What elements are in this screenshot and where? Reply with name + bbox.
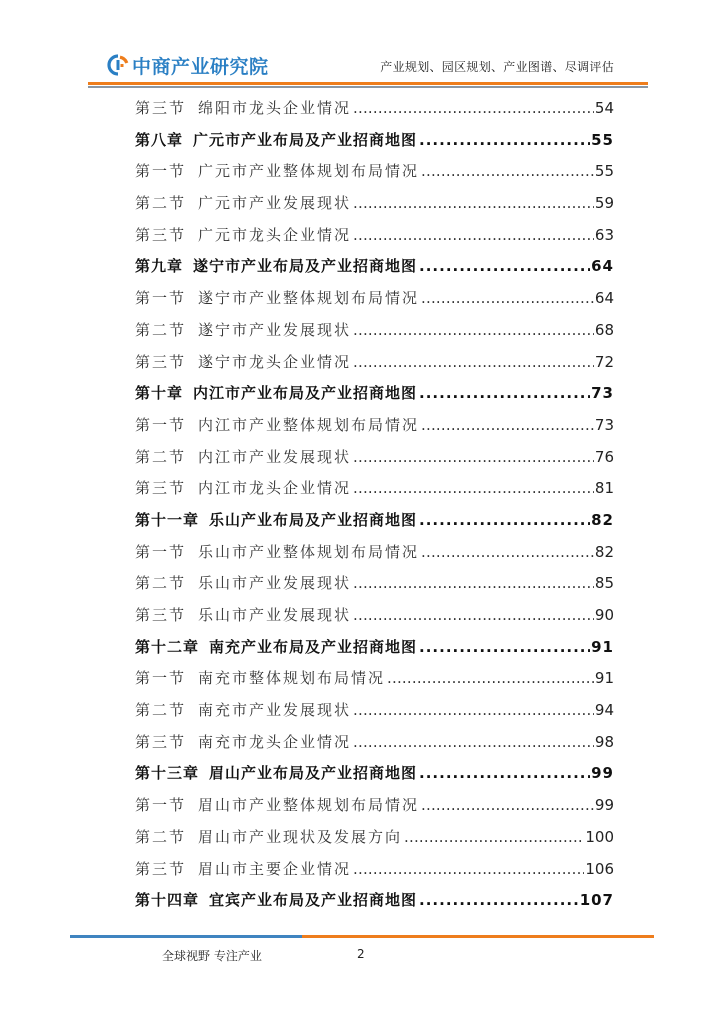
toc-entry-title: 眉山市主要企业情况: [198, 859, 352, 878]
toc-entry-number: 第三节: [135, 859, 187, 878]
toc-entry-label: [135, 93, 353, 125]
toc-dot-leader: [353, 473, 594, 505]
toc-entry-label: [135, 822, 404, 854]
toc-page-number: 91: [594, 669, 614, 688]
toc-entry-number: 第一节: [135, 415, 187, 434]
toc-entry-label: [135, 188, 353, 220]
toc-entry-title: 眉山市产业整体规划布局情况: [198, 796, 420, 815]
toc-entry-title: 南充市龙头企业情况: [198, 732, 352, 751]
toc-entry-number: 第十三章: [135, 764, 200, 783]
footer-rule-orange: [302, 935, 654, 938]
toc-entry-label: [135, 442, 353, 474]
toc-entry-number: 第九章: [135, 257, 184, 276]
toc-page-number: 107: [579, 891, 614, 910]
toc-page-number: 82: [594, 542, 614, 561]
toc-entry-number: 第三节: [135, 732, 187, 751]
toc-section-entry[interactable]: [135, 727, 614, 759]
toc-entry-title: 广元市产业布局及产业招商地图: [193, 130, 418, 149]
toc-entry-label: [135, 347, 353, 379]
toc-section-entry[interactable]: [135, 822, 614, 854]
toc-entry-label: [135, 663, 387, 695]
toc-entry-label: [135, 854, 353, 886]
logo-mark-icon: [107, 54, 129, 76]
toc-page-number: 90: [594, 606, 614, 624]
toc-entry-number: 第二节: [135, 447, 187, 466]
toc-page-number: 72: [594, 352, 614, 371]
toc-section-entry[interactable]: [135, 854, 614, 886]
toc-dot-leader: [419, 885, 579, 917]
toc-entry-number: 第三节: [135, 606, 187, 624]
toc-entry-label: [135, 695, 353, 727]
toc-section-entry[interactable]: [135, 790, 614, 822]
toc-entry-number: 第一节: [135, 289, 187, 308]
toc-entry-title: 遂宁市龙头企业情况: [198, 352, 352, 371]
toc-section-entry[interactable]: [135, 156, 614, 188]
toc-chapter-entry[interactable]: [135, 632, 614, 664]
toc-entry-title: 乐山市产业发展现状: [198, 574, 352, 593]
toc-entry-label: [135, 156, 421, 188]
toc-page-number: 106: [585, 859, 614, 878]
logo-text: 中商产业研究院: [132, 55, 269, 78]
toc-dot-leader: [353, 93, 594, 125]
toc-entry-title: 遂宁市产业布局及产业招商地图: [193, 257, 418, 276]
toc-entry-number: 第八章: [135, 130, 184, 149]
toc-entry-title: 内江市产业布局及产业招商地图: [193, 384, 418, 403]
toc-section-entry[interactable]: [135, 410, 614, 442]
toc-section-entry[interactable]: [135, 600, 614, 632]
toc-entry-title: 乐山市产业发展现状: [198, 606, 352, 624]
toc-entry-title: 内江市龙头企业情况: [198, 479, 352, 498]
toc-page-number: 55: [591, 130, 614, 149]
toc-dot-leader: [387, 663, 594, 695]
toc-entry-number: 第二节: [135, 194, 187, 213]
toc-entry-number: 第一节: [135, 162, 187, 181]
page-header: [0, 0, 724, 90]
toc-entry-number: 第十章: [135, 384, 184, 403]
toc-dot-leader: [353, 442, 594, 474]
toc-dot-leader: [419, 505, 590, 537]
toc-dot-leader: [419, 251, 590, 283]
toc-entry-title: 眉山市产业现状及发展方向: [198, 827, 403, 846]
toc-page-number: 64: [594, 289, 614, 308]
toc-chapter-entry[interactable]: [135, 251, 614, 283]
toc-dot-leader: [421, 410, 594, 442]
toc-entry-title: 绵阳市龙头企业情况: [198, 99, 352, 117]
toc-dot-leader: [404, 822, 584, 854]
toc-entry-number: 第一节: [135, 542, 187, 561]
toc-page-number: 54: [594, 99, 614, 117]
toc-entry-label: [135, 505, 419, 537]
toc-section-entry[interactable]: [135, 695, 614, 727]
toc-section-entry[interactable]: [135, 347, 614, 379]
toc-dot-leader: [353, 188, 594, 220]
toc-page-number: 81: [594, 479, 614, 498]
toc-page-number: 85: [594, 574, 614, 593]
toc-entry-number: 第三节: [135, 99, 187, 117]
toc-entry-number: 第十四章: [135, 891, 200, 910]
toc-dot-leader: [421, 537, 594, 569]
toc-section-entry[interactable]: [135, 188, 614, 220]
toc-dot-leader: [353, 695, 594, 727]
toc-entry-title: 广元市龙头企业情况: [198, 225, 352, 244]
toc-entry-label: [135, 790, 421, 822]
toc-entry-number: 第三节: [135, 479, 187, 498]
toc-entry-label: [135, 315, 353, 347]
toc-section-entry[interactable]: [135, 568, 614, 600]
toc-entry-title: 广元市产业整体规划布局情况: [198, 162, 420, 181]
toc-entry-title: 遂宁市产业整体规划布局情况: [198, 289, 420, 308]
toc-entry-label: [135, 537, 421, 569]
toc-entry-label: [135, 885, 419, 917]
toc-entry-number: 第十一章: [135, 510, 200, 529]
toc-dot-leader: [353, 347, 594, 379]
toc-entry-label: [135, 283, 421, 315]
toc-page-number: 73: [591, 384, 614, 403]
toc-page-number: 82: [591, 510, 614, 529]
toc-dot-leader: [419, 758, 590, 790]
toc-entry-number: 第三节: [135, 225, 187, 244]
toc-entry-label: [135, 473, 353, 505]
toc-entry-label: [135, 632, 419, 664]
toc-entry-label: [135, 410, 421, 442]
toc-entry-label: [135, 378, 419, 410]
toc-entry-title: 乐山产业布局及产业招商地图: [209, 510, 418, 529]
toc-entry-title: 遂宁市产业发展现状: [198, 320, 352, 339]
toc-section-entry[interactable]: [135, 93, 614, 125]
toc-dot-leader: [353, 568, 594, 600]
toc-entry-label: [135, 758, 419, 790]
toc-chapter-entry[interactable]: [135, 505, 614, 537]
toc-dot-leader: [353, 727, 594, 759]
toc-entry-title: 内江市产业发展现状: [198, 447, 352, 466]
toc-section-entry[interactable]: [135, 537, 614, 569]
toc-entry-number: 第二节: [135, 827, 187, 846]
toc-page-number: 63: [594, 225, 614, 244]
toc-dot-leader: [419, 125, 590, 157]
toc-page-number: 91: [591, 637, 614, 656]
toc-chapter-entry[interactable]: [135, 885, 614, 917]
footer-page-number: 2: [357, 947, 365, 961]
toc-section-entry[interactable]: [135, 315, 614, 347]
toc-page-number: 68: [594, 320, 614, 339]
toc-entry-title: 宜宾产业布局及产业招商地图: [209, 891, 418, 910]
toc-entry-number: 第二节: [135, 701, 187, 720]
toc-entry-title: 南充产业布局及产业招商地图: [209, 637, 418, 656]
toc-entry-number: 第一节: [135, 669, 187, 688]
toc-entry-label: [135, 568, 353, 600]
toc-dot-leader: [353, 854, 584, 886]
toc-page-number: 99: [594, 796, 614, 815]
toc-dot-leader: [353, 220, 594, 252]
toc-section-entry[interactable]: [135, 283, 614, 315]
toc-entry-number: 第二节: [135, 320, 187, 339]
toc-page-number: 64: [591, 257, 614, 276]
footer-rule-blue: [70, 935, 302, 938]
toc-entry-label: [135, 125, 419, 157]
toc-dot-leader: [421, 156, 594, 188]
toc-entry-title: 南充市产业发展现状: [198, 701, 352, 720]
toc-section-entry[interactable]: [135, 663, 614, 695]
toc-entry-label: [135, 727, 353, 759]
toc-page-number: 100: [585, 827, 614, 846]
company-logo: [107, 52, 269, 78]
toc-page-number: 55: [594, 162, 614, 181]
toc-section-entry[interactable]: [135, 442, 614, 474]
header-rule-orange: [88, 82, 648, 85]
toc-chapter-entry[interactable]: [135, 378, 614, 410]
table-of-contents: [135, 93, 614, 917]
toc-dot-leader: [419, 632, 590, 664]
toc-page-number: 76: [594, 447, 614, 466]
toc-entry-number: 第二节: [135, 574, 187, 593]
toc-entry-label: [135, 251, 419, 283]
toc-page-number: 73: [594, 415, 614, 434]
footer-slogan: 全球视野 专注产业: [162, 949, 262, 963]
toc-page-number: 98: [594, 732, 614, 751]
toc-entry-label: [135, 220, 353, 252]
toc-entry-title: 内江市产业整体规划布局情况: [198, 415, 420, 434]
toc-entry-title: 南充市整体规划布局情况: [198, 669, 386, 688]
toc-entry-title: 广元市产业发展现状: [198, 194, 352, 213]
toc-entry-title: 乐山市产业整体规划布局情况: [198, 542, 420, 561]
toc-entry-label: [135, 600, 353, 632]
toc-entry-number: 第十二章: [135, 637, 200, 656]
header-tagline: 产业规划、园区规划、产业图谱、尽调评估: [380, 60, 614, 74]
toc-section-entry[interactable]: [135, 220, 614, 252]
toc-dot-leader: [421, 790, 594, 822]
toc-entry-number: 第一节: [135, 796, 187, 815]
toc-section-entry[interactable]: [135, 473, 614, 505]
toc-page-number: 59: [594, 194, 614, 213]
header-rule-gray: [88, 86, 648, 88]
toc-dot-leader: [353, 315, 594, 347]
toc-page-number: 94: [594, 701, 614, 720]
toc-page-number: 99: [591, 764, 614, 783]
toc-dot-leader: [419, 378, 590, 410]
toc-chapter-entry[interactable]: [135, 125, 614, 157]
toc-dot-leader: [353, 600, 594, 632]
toc-entry-title: 眉山产业布局及产业招商地图: [209, 764, 418, 783]
toc-dot-leader: [421, 283, 594, 315]
toc-entry-number: 第三节: [135, 352, 187, 371]
toc-chapter-entry[interactable]: [135, 758, 614, 790]
